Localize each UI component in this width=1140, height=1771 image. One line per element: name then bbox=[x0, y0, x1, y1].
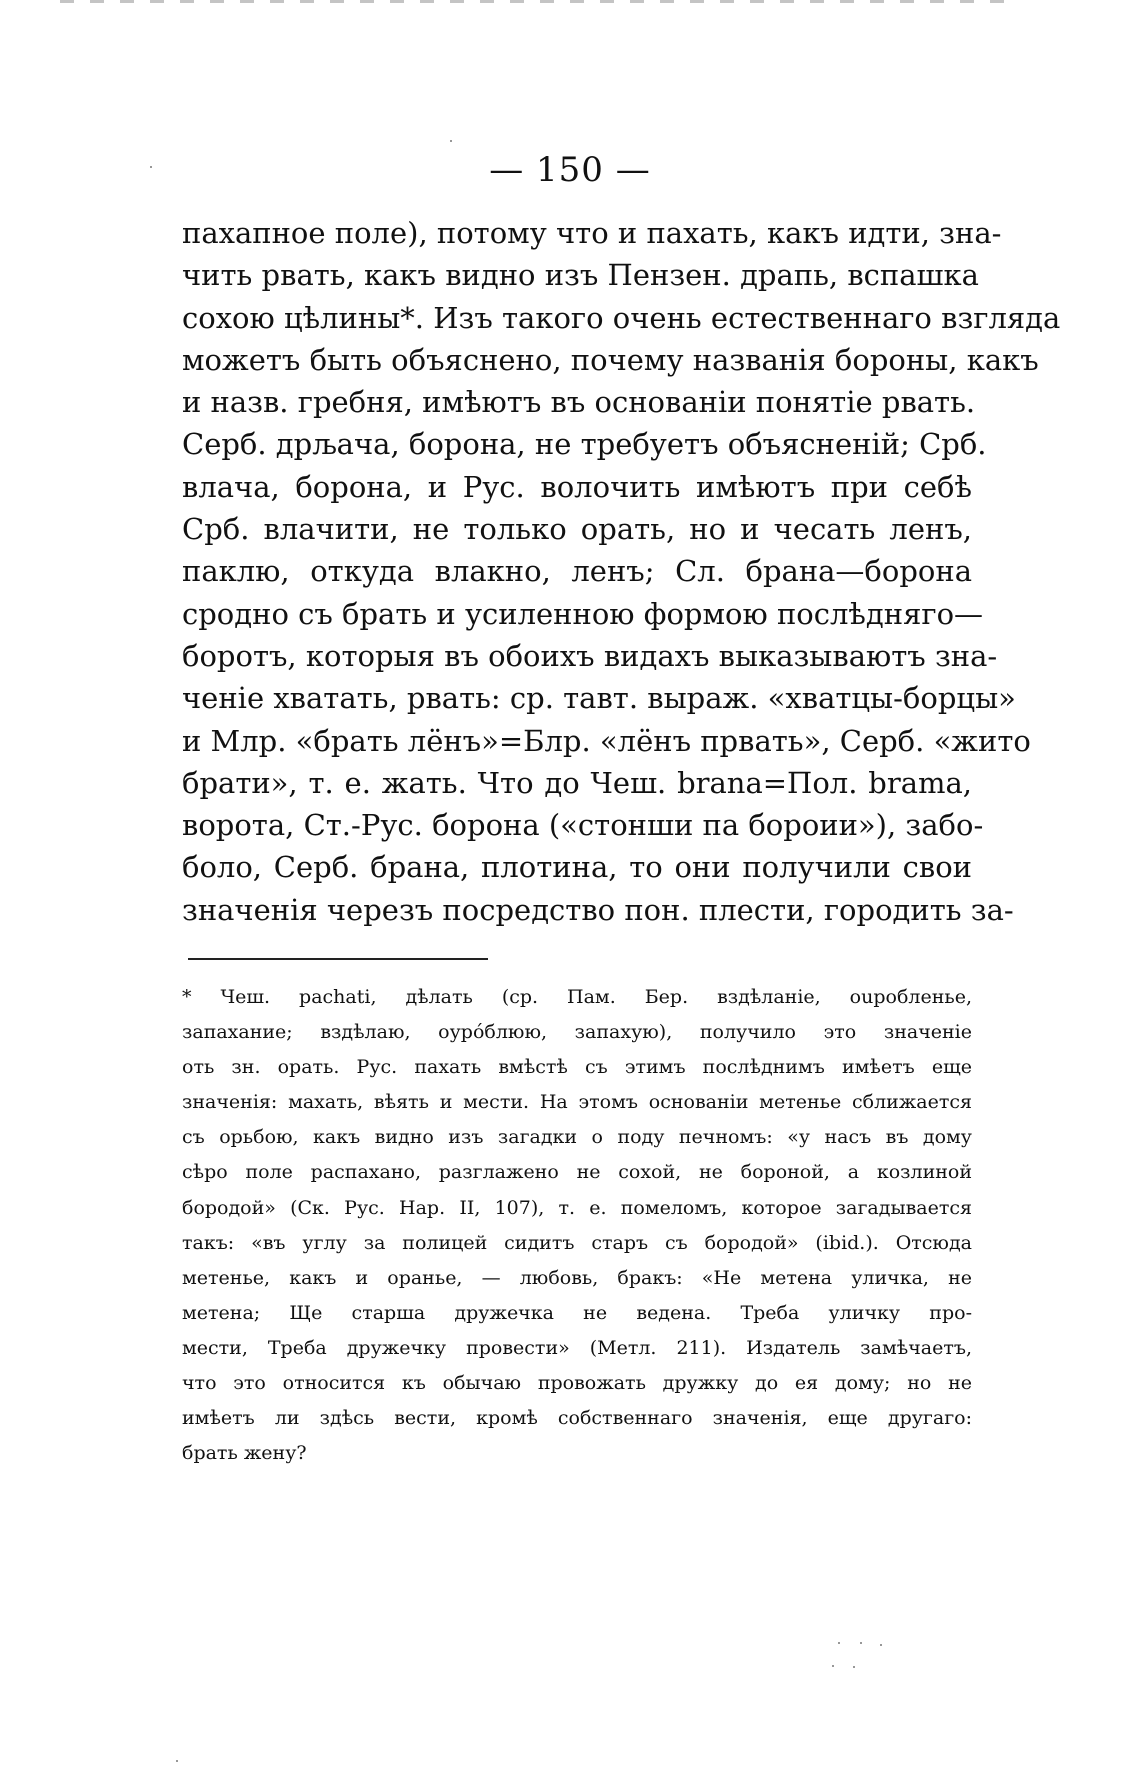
footnote-line: такъ: «въ углу за полицей сидитъ старъ съ бородой» (ibid.). Отсюда bbox=[182, 1231, 972, 1254]
text-line: можетъ быть объяснено, почему названія бороны, какъ bbox=[182, 342, 1039, 377]
text-line: ченіе хватать, рвать: ср. тавт. выраж. «хватцы-борцы» bbox=[182, 681, 1016, 716]
footnote-divider bbox=[188, 958, 488, 960]
footnote-line: оть зн. орать. Рус. пахать вмѣстѣ съ этимъ послѣднимъ имѣетъ еще bbox=[182, 1056, 972, 1079]
text-line: влача, борона, и Рус. волочить имѣютъ при себѣ bbox=[182, 469, 972, 504]
paper-speck bbox=[832, 1665, 834, 1667]
main-text-block bbox=[182, 212, 1061, 931]
paper-speck bbox=[176, 1760, 178, 1762]
footnote-line: запахание; вздѣлаю, оурóблюю, запахую), получило это значеніе bbox=[182, 1021, 972, 1044]
text-line: ворота, Ст.-Рус. борона («стонши па бороии»), забо- bbox=[182, 808, 984, 843]
paper-speck bbox=[838, 1642, 840, 1644]
paper-speck bbox=[450, 140, 452, 142]
footnote-line: съ орьбою, какъ видно изъ загадки о поду печномъ: «у насъ въ дому bbox=[182, 1126, 972, 1149]
text-line: сохою цѣлины*. Изъ такого очень естественнаго взгляда bbox=[182, 300, 1061, 335]
footnote-line: сѣро поле распахано, разглажено не сохой, не бороной, а козлиной bbox=[182, 1161, 972, 1184]
footnote-line: бородой» (Ск. Рус. Нар. II, 107), т. е. помеломъ, которое загадывается bbox=[182, 1196, 972, 1219]
page-number: — 150 — bbox=[489, 150, 651, 190]
footnote-line: брать жену? bbox=[182, 1442, 307, 1465]
text-line: пахапное поле), потому что и пахать, какъ идти, зна- bbox=[182, 216, 1002, 250]
footnote-line: что это относится къ обычаю провожать дружку до ея дому; но не bbox=[182, 1372, 972, 1395]
footnote-line: метенье, какъ и оранье, — любовь, бракъ: «Не метена уличка, не bbox=[182, 1266, 972, 1289]
paper-speck bbox=[853, 1666, 855, 1668]
footnote-line: имѣетъ ли здѣсь вести, кромѣ собственнаго значенія, еще другаго: bbox=[182, 1407, 972, 1430]
footnote-line: * Чеш. pachati, дѣлать (ср. Пам. Бер. вздѣланіе, ouробленье, bbox=[182, 986, 972, 1008]
text-line: Серб. дрљача, борона, не требуетъ объясненій; Срб. bbox=[182, 427, 987, 462]
text-line: и Млр. «брать лёнъ»=Блр. «лёнъ првать», Серб. «жито bbox=[182, 723, 1031, 758]
text-line: чить рвать, какъ видно изъ Пензен. драпь, вспашка bbox=[182, 258, 979, 293]
text-line: брати», т. е. жать. Что до Чеш. brana=Пол. brama, bbox=[182, 765, 972, 800]
text-line: сродно съ брать и усиленною формою послѣдняго— bbox=[182, 596, 984, 631]
paper-speck bbox=[860, 1642, 862, 1644]
text-line: и назв. гребня, имѣютъ въ основаніи понятіе рвать. bbox=[182, 385, 976, 420]
text-line: боло, Серб. брана, плотина, то они получили свои bbox=[182, 850, 972, 885]
footnote-block bbox=[182, 980, 972, 1471]
text-line: боротъ, которыя въ обоихъ видахъ выказываютъ зна- bbox=[182, 638, 998, 673]
footnote-line: значенія: махать, вѣять и мести. На этомъ основаніи метенье сближается bbox=[182, 1091, 972, 1114]
text-line: значенія черезъ посредство пон. плести, городить за- bbox=[182, 892, 1014, 927]
footnote-line: мести, Треба дружечку провести» (Метл. 211). Издатель замѣчаетъ, bbox=[182, 1336, 972, 1359]
footnote-line: метена; Ще старша дружечка не ведена. Треба уличку про- bbox=[182, 1301, 972, 1324]
text-line: паклю, откуда влакно, ленъ; Сл. брана—борона bbox=[182, 554, 972, 589]
page-top-edge bbox=[60, 0, 1020, 3]
paper-speck bbox=[880, 1644, 882, 1646]
text-line: Срб. влачити, не только орать, но и чесать ленъ, bbox=[182, 512, 972, 547]
paper-speck bbox=[150, 166, 152, 168]
